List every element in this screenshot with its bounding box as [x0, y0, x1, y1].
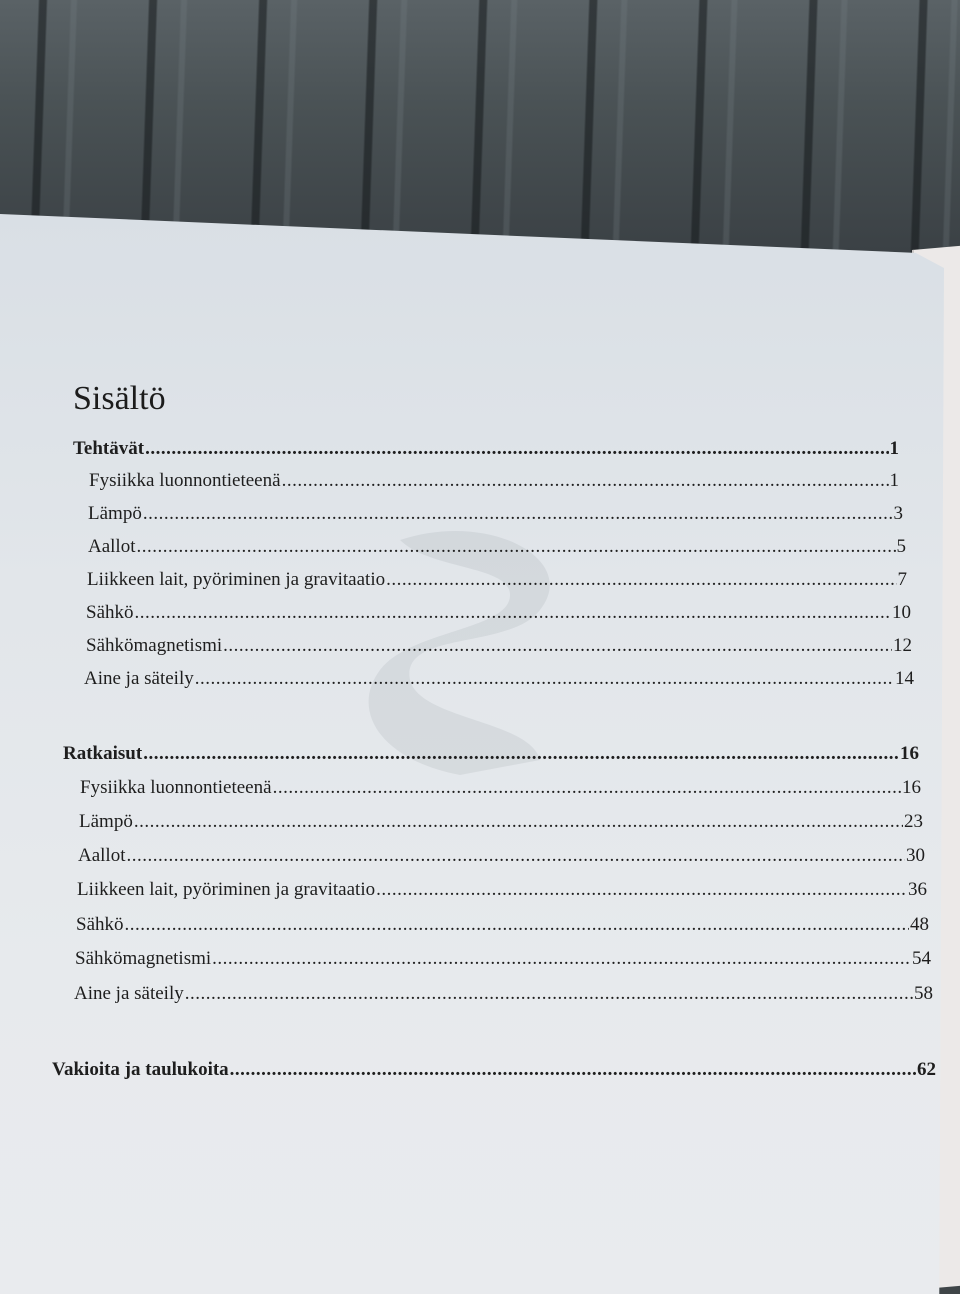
toc-page-number: 54 — [912, 948, 931, 969]
toc-leader — [273, 777, 901, 799]
toc-item — [76, 914, 929, 936]
toc-leader — [145, 438, 888, 460]
toc-section-label: Tehtävät — [73, 438, 145, 459]
toc-page-number: 62 — [917, 1059, 936, 1080]
toc-item-label: Sähkö — [86, 602, 134, 623]
toc-page-number: 48 — [910, 914, 929, 935]
toc-leader — [135, 602, 892, 624]
toc-leader — [143, 743, 899, 765]
toc-item-label: Sähkömagnetismi — [86, 635, 223, 656]
toc-item-label: Aine ja säteily — [74, 983, 184, 1004]
toc-page-number: 14 — [895, 668, 914, 689]
toc-page-number: 16 — [900, 743, 919, 764]
toc-leader — [376, 879, 907, 901]
toc-page-number: 5 — [896, 536, 906, 557]
toc-item — [88, 536, 906, 558]
toc-page-number: 12 — [893, 635, 912, 656]
toc-item-label: Aallot — [88, 536, 136, 557]
toc-page-number: 36 — [908, 879, 927, 900]
toc-leader — [195, 668, 894, 690]
toc-item — [80, 777, 921, 799]
toc-section-tehtavat — [73, 438, 899, 460]
toc-section-label: Ratkaisut — [63, 743, 143, 764]
toc-item — [86, 635, 912, 657]
toc-leader — [134, 811, 903, 833]
toc-item-label: Aine ja säteily — [84, 668, 194, 689]
toc-section-vakioita — [52, 1059, 936, 1081]
toc-item-label: Lämpö — [88, 503, 142, 524]
toc-item — [88, 503, 903, 525]
toc-leader — [125, 914, 910, 936]
toc-leader — [185, 983, 913, 1005]
toc-page-number: 58 — [914, 983, 933, 1004]
toc-leader — [137, 536, 896, 558]
toc-item — [77, 879, 927, 901]
toc-leader — [143, 503, 893, 525]
toc-page-number: 1 — [889, 438, 899, 459]
toc-item — [87, 569, 907, 591]
toc-item-label: Sähkömagnetismi — [75, 948, 212, 969]
toc-item-label: Lämpö — [79, 811, 133, 832]
toc-item — [89, 470, 899, 492]
toc-item — [79, 811, 923, 833]
toc-item — [78, 845, 925, 867]
toc-page-number: 7 — [897, 569, 907, 590]
toc-page-number: 10 — [892, 602, 911, 623]
toc-section-label: Vakioita ja taulukoita — [52, 1059, 229, 1080]
toc-leader — [223, 635, 892, 657]
toc-section-ratkaisut — [63, 743, 919, 765]
toc-leader — [212, 948, 911, 970]
toc-leader — [282, 470, 889, 492]
toc-item — [86, 602, 911, 624]
toc-item-label: Aallot — [78, 845, 126, 866]
toc-page-number: 16 — [902, 777, 921, 798]
toc-item — [74, 983, 933, 1005]
toc-page-number: 1 — [889, 470, 899, 491]
toc-item-label: Fysiikka luonnontieteenä — [80, 777, 272, 798]
toc-leader — [230, 1059, 916, 1081]
toc-page-number: 30 — [906, 845, 925, 866]
toc-item-label: Liikkeen lait, pyöriminen ja gravitaatio — [77, 879, 376, 900]
toc-item — [84, 668, 914, 690]
toc-item — [75, 948, 931, 970]
toc-page-number: 3 — [893, 503, 903, 524]
toc-item-label: Sähkö — [76, 914, 124, 935]
toc-item-label: Liikkeen lait, pyöriminen ja gravitaatio — [87, 569, 386, 590]
toc-item-label: Fysiikka luonnontieteenä — [89, 470, 281, 491]
toc-leader — [386, 569, 896, 591]
toc-page-number: 23 — [904, 811, 923, 832]
page-title: Sisältö — [73, 380, 166, 417]
toc-leader — [127, 845, 906, 867]
